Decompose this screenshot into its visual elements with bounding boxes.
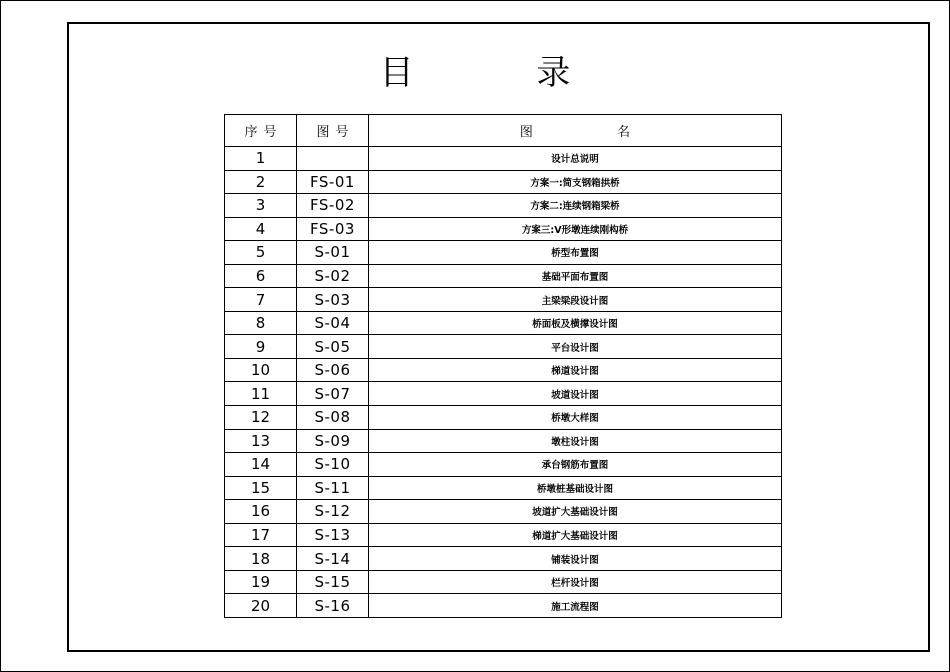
table-row (225, 500, 782, 524)
row-seq: 2 (225, 170, 297, 194)
table-header-row (225, 115, 782, 147)
row-drawing-name: 主梁梁段设计图 (369, 288, 782, 312)
table-row (225, 570, 782, 594)
row-drawing-number: S-09 (297, 429, 369, 453)
table-row (225, 217, 782, 241)
row-drawing-name: 桥墩大样图 (369, 406, 782, 430)
row-drawing-number: S-03 (297, 288, 369, 312)
row-drawing-number: FS-02 (297, 194, 369, 218)
row-drawing-name: 梯道设计图 (369, 358, 782, 382)
row-seq: 19 (225, 570, 297, 594)
row-drawing-name: 梯道扩大基础设计图 (369, 523, 782, 547)
table-body (225, 147, 782, 618)
row-drawing-number: S-07 (297, 382, 369, 406)
row-drawing-number: S-06 (297, 358, 369, 382)
row-seq: 3 (225, 194, 297, 218)
row-seq: 8 (225, 311, 297, 335)
row-drawing-number: S-15 (297, 570, 369, 594)
row-drawing-name: 平台设计图 (369, 335, 782, 359)
table-row (225, 594, 782, 618)
table-row (225, 170, 782, 194)
table-row (225, 264, 782, 288)
row-drawing-name: 桥型布置图 (369, 241, 782, 265)
row-drawing-name: 坡道扩大基础设计图 (369, 500, 782, 524)
row-seq: 12 (225, 406, 297, 430)
row-drawing-name: 坡道设计图 (369, 382, 782, 406)
table-row (225, 241, 782, 265)
table-row (225, 382, 782, 406)
row-seq: 9 (225, 335, 297, 359)
row-seq: 14 (225, 453, 297, 477)
table-row (225, 453, 782, 477)
row-drawing-name: 方案一:简支钢箱拱桥 (369, 170, 782, 194)
table-row (225, 194, 782, 218)
row-seq: 11 (225, 382, 297, 406)
row-drawing-number: S-05 (297, 335, 369, 359)
header-drawing-name: 图 名 (369, 115, 782, 147)
row-seq: 10 (225, 358, 297, 382)
row-drawing-name: 设计总说明 (369, 147, 782, 171)
row-drawing-name: 铺装设计图 (369, 547, 782, 571)
row-seq: 6 (225, 264, 297, 288)
row-drawing-number: S-01 (297, 241, 369, 265)
row-seq: 5 (225, 241, 297, 265)
row-seq: 13 (225, 429, 297, 453)
table-row (225, 476, 782, 500)
row-seq: 15 (225, 476, 297, 500)
row-drawing-number: FS-01 (297, 170, 369, 194)
row-drawing-number: S-02 (297, 264, 369, 288)
row-drawing-number: FS-03 (297, 217, 369, 241)
table-row (225, 406, 782, 430)
row-drawing-number: S-12 (297, 500, 369, 524)
row-seq: 1 (225, 147, 297, 171)
row-seq: 17 (225, 523, 297, 547)
table-row (225, 335, 782, 359)
row-drawing-number (297, 147, 369, 171)
row-seq: 16 (225, 500, 297, 524)
row-drawing-number: S-14 (297, 547, 369, 571)
row-drawing-number: S-16 (297, 594, 369, 618)
row-drawing-name: 方案三:V形墩连续刚构桥 (369, 217, 782, 241)
row-seq: 18 (225, 547, 297, 571)
table-row (225, 429, 782, 453)
row-drawing-name: 基础平面布置图 (369, 264, 782, 288)
row-drawing-name: 桥面板及横撑设计图 (369, 311, 782, 335)
table-row (225, 311, 782, 335)
table-row (225, 523, 782, 547)
header-seq: 序号 (225, 115, 297, 147)
row-drawing-name: 栏杆设计图 (369, 570, 782, 594)
row-drawing-number: S-04 (297, 311, 369, 335)
row-drawing-name: 承台钢筋布置图 (369, 453, 782, 477)
table-row (225, 547, 782, 571)
row-drawing-number: S-08 (297, 406, 369, 430)
row-drawing-name: 方案二:连续钢箱梁桥 (369, 194, 782, 218)
row-drawing-number: S-11 (297, 476, 369, 500)
table-row (225, 288, 782, 312)
row-seq: 7 (225, 288, 297, 312)
header-drawing-number: 图号 (297, 115, 369, 147)
row-drawing-name: 施工流程图 (369, 594, 782, 618)
row-drawing-name: 桥墩桩基础设计图 (369, 476, 782, 500)
row-drawing-name: 墩柱设计图 (369, 429, 782, 453)
page-title: 目 录 (379, 53, 627, 93)
contents-table (224, 114, 782, 618)
row-seq: 20 (225, 594, 297, 618)
row-drawing-number: S-10 (297, 453, 369, 477)
row-seq: 4 (225, 217, 297, 241)
row-drawing-number: S-13 (297, 523, 369, 547)
table-row (225, 147, 782, 171)
table-row (225, 358, 782, 382)
